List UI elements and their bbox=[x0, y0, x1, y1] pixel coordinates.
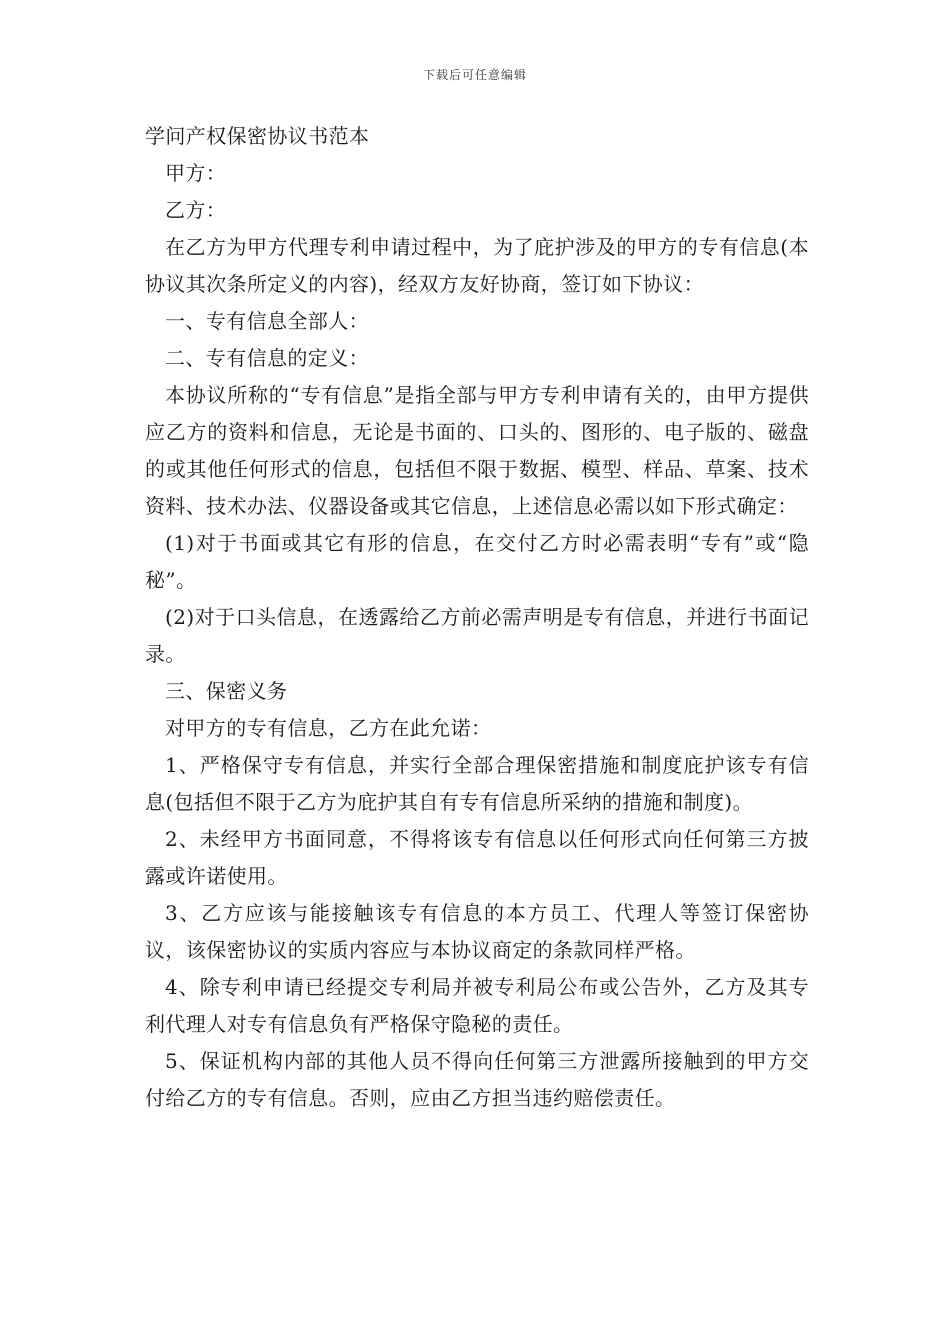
obligation-item-1: 1、严格保守专有信息，并实行全部合理保密措施和制度庇护该专有信息(包括但不限于乙方为庇护其自有专有信息所采纳的措施和制度)。 bbox=[145, 753, 809, 814]
obligation-item-4: 4、除专利申请已经提交专利局并被专利局公布或公告外，乙方及其专利代理人对专有信息负有严格保守隐秘的责任。 bbox=[145, 975, 809, 1036]
section-heading-definition: 二、专有信息的定义： bbox=[165, 346, 369, 370]
party-b-line: 乙方： bbox=[165, 198, 227, 222]
obligation-item-5: 5、保证机构内部的其他人员不得向任何第三方泄露所接触到的甲方交付给乙方的专有信息。否则，应由乙方担当违约赔偿责任。 bbox=[145, 1049, 809, 1110]
definition-item-2: (2)对于口头信息，在透露给乙方前必需声明是专有信息，并进行书面记录。 bbox=[145, 605, 809, 666]
party-a-line: 甲方： bbox=[165, 161, 227, 185]
obligation-item-2: 2、未经甲方书面同意，不得将该专有信息以任何形式向任何第三方披露或许诺使用。 bbox=[145, 827, 809, 888]
definition-paragraph: 本协议所称的“专有信息”是指全部与甲方专利申请有关的，由甲方提供应乙方的资料和信息，无论是书面的、口头的、图形的、电子版的、磁盘的或其他任何形式的信息，包括但不限于数据、模型、样品、草案、技术资料、技术办法、仪器设备或其它信息，上述信息必需以如下形式确定： bbox=[145, 383, 809, 518]
obligation-intro: 对甲方的专有信息，乙方在此允诺： bbox=[165, 716, 492, 740]
document-body bbox=[145, 118, 809, 1117]
intro-paragraph: 在乙方为甲方代理专利申请过程中，为了庇护涉及的甲方的专有信息(本协议其次条所定义的内容)，经双方友好协商，签订如下协议： bbox=[145, 235, 809, 296]
header-note: 下载后可任意编辑 bbox=[422, 68, 527, 82]
section-heading-obligation: 三、保密义务 bbox=[165, 679, 288, 703]
definition-item-1: (1)对于书面或其它有形的信息，在交付乙方时必需表明“专有”或“隐秘”。 bbox=[145, 531, 809, 592]
section-heading-owner: 一、专有信息全部人： bbox=[165, 309, 369, 333]
obligation-item-3: 3、乙方应该与能接触该专有信息的本方员工、代理人等签订保密协议，该保密协议的实质内容应与本协议商定的条款同样严格。 bbox=[145, 901, 809, 962]
document-title: 学问产权保密协议书范本 bbox=[145, 124, 370, 148]
